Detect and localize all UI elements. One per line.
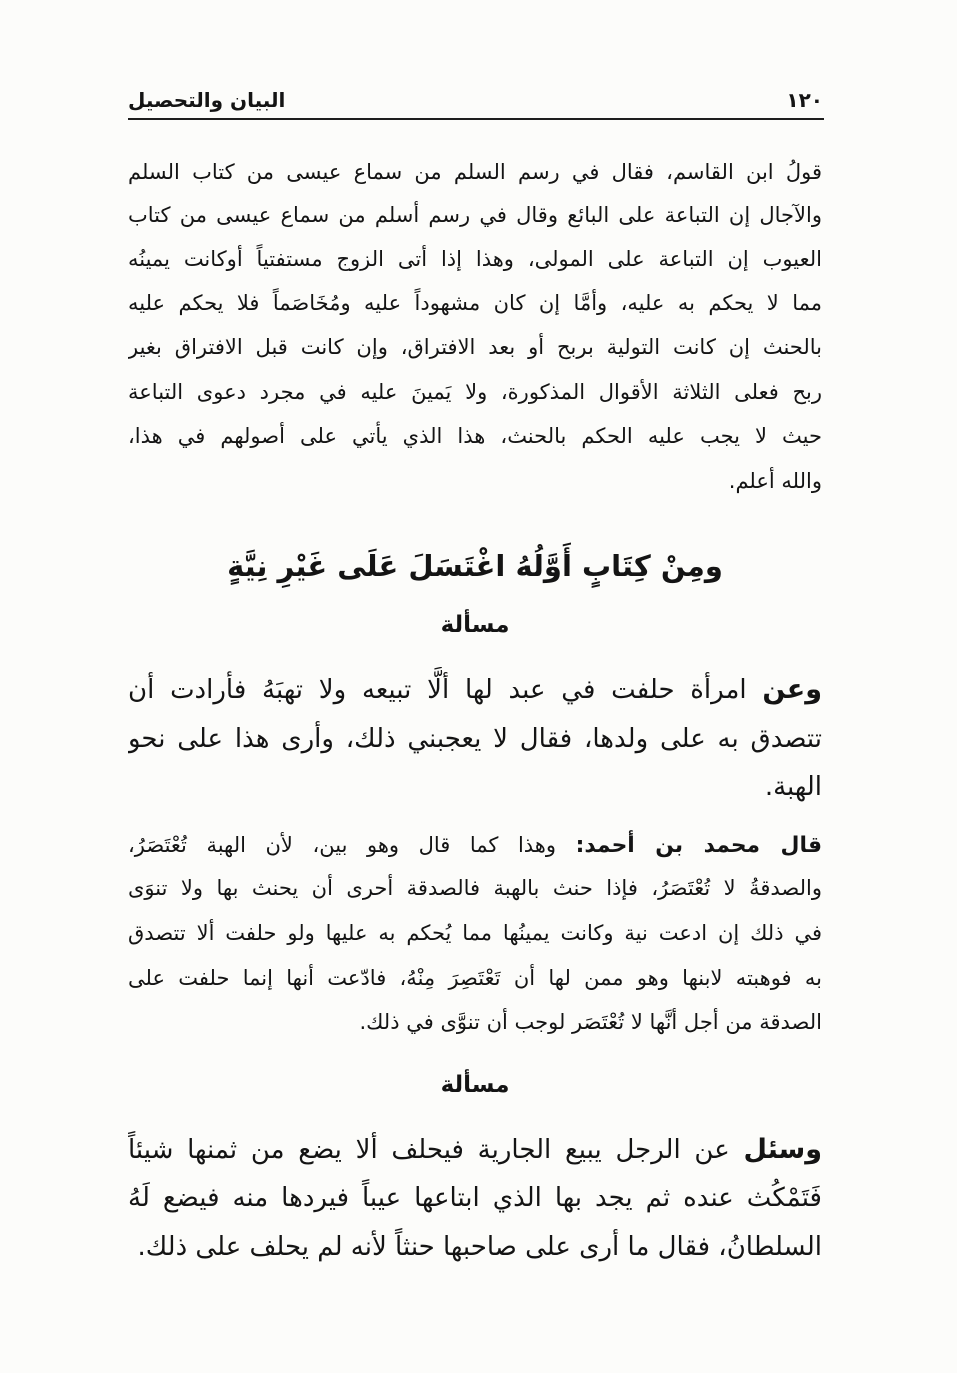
chapter-heading: ومِنْ كِتَابٍ أَوَّلُهُ اغْتَسَلَ عَلَى غَيْرِ نِيَّةٍ bbox=[227, 549, 723, 583]
paragraph-line: قولُ ابن القاسم، فقال في رسم السلم من سماع عيسى من كتاب السلم bbox=[128, 160, 822, 184]
running-title: البيان والتحصيل bbox=[128, 88, 286, 112]
paragraph-line: الهبة. bbox=[764, 772, 822, 802]
section-heading-masala: مسألة bbox=[440, 1072, 510, 1098]
paragraph-line: ربح فعلى الثلاثة الأقوال المذكورة، ولا يَمينَ عليه في مجرد دعوى التباعة bbox=[128, 380, 822, 404]
paragraph-line: بالحنث إن كانت التولية بربح أو بعد الافتراق، وإن كانت قبل الافتراق بغير bbox=[128, 335, 822, 359]
paragraph-line: والله أعلم. bbox=[728, 469, 822, 493]
paragraph-line: تتصدق به على ولدها، فقال لا يعجبني ذلك، وأرى هذا على نحو bbox=[128, 724, 822, 754]
paragraph-lead-word: وعن bbox=[762, 674, 822, 705]
paragraph-line: الصدقة من أجل أنَّها لا تُعْتَصَر لوجب أن تنوَّى في ذلك. bbox=[359, 1010, 822, 1034]
paragraph-line: العيوب إن التباعة على المولى، وهذا إذا أتى الزوج مستفتياً أوكانت يمينُه bbox=[128, 247, 822, 271]
paragraph-line bbox=[128, 1127, 822, 1173]
paragraph-line: فَتَمْكُث عنده ثم يجد بها الذي ابتاعها عيباً فيردها منه فيضع لَهُ bbox=[128, 1183, 822, 1213]
author-attribution: قال محمد بن أحمد: bbox=[575, 833, 822, 858]
header-rule bbox=[128, 118, 824, 120]
section-heading-masala: مسألة bbox=[440, 612, 510, 638]
paragraph-line: به فوهبته لابنها وهو ممن لها أن تَعْتَصِرَ مِنْهُ، فادّعت أنها إنما حلفت على bbox=[128, 966, 822, 990]
paragraph-line: في ذلك إن ادعت نية وكانت يمينُها مما يُحكم به عليها ولو حلفت ألا تتصدق bbox=[128, 921, 822, 945]
paragraph-line: والآجال إن التباعة على البائع وقال في رسم أسلم من سماع عيسى من كتاب bbox=[128, 203, 822, 227]
paragraph-line: والصدقةُ لا تُعْتَصَرُ، فإذا حنث بالهبة فالصدقة أحرى أن يحنث بها ولا تنوَى bbox=[128, 876, 822, 900]
paragraph-line-text: وهذا كما قال وهو بين، لأن الهبة تُعْتَصَرُ، bbox=[128, 833, 557, 857]
paragraph-line: السلطانُ، فقال ما أرى على صاحبها حنثاً لأنه لم يحلف على ذلك. bbox=[137, 1232, 822, 1262]
paragraph-line: مما لا يحكم به عليه، وأمَّا إن كان مشهوداً عليه ومُخَاصَماً فلا يحكم عليه bbox=[128, 291, 822, 315]
paragraph-line bbox=[128, 825, 822, 865]
paragraph-line bbox=[128, 667, 822, 713]
page-number: ١٢٠ bbox=[786, 88, 823, 112]
paragraph-line: حيث لا يجب عليه الحكم بالحنث، هذا الذي يأتي على أصولهم في هذا، bbox=[128, 424, 822, 448]
paragraph-lead-word: وسئل bbox=[743, 1134, 822, 1165]
paragraph-line-text: امرأة حلفت في عبد لها ألَّا تبيعه ولا تهبَهُ فأرادت أن bbox=[128, 675, 747, 705]
paragraph-line-text: عن الرجل يبيع الجارية فيحلف ألا يضع من ثمنها شيئاً bbox=[128, 1135, 730, 1165]
